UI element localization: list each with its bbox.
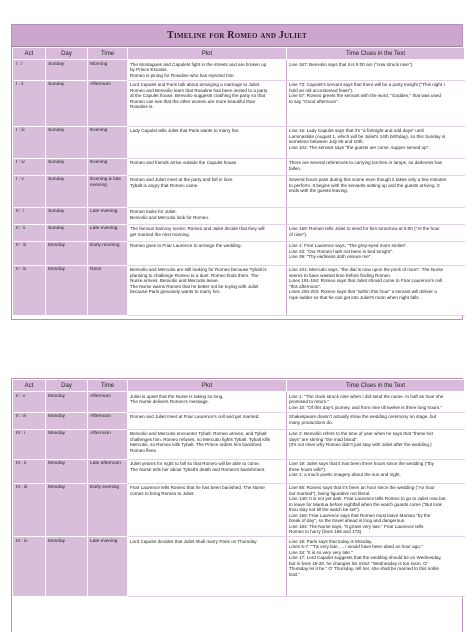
act-cell: II : vi <box>13 412 46 429</box>
col-header-act: Act <box>13 380 46 392</box>
plot-line: Romeo looks for Juliet. <box>130 209 177 214</box>
timeline-table-1 <box>12 47 465 316</box>
plot-line: The Montagues and Capulets fight in the streets and are broken up <box>130 61 267 67</box>
act-cell: III : i <box>13 429 46 459</box>
plot-line: planning to challenge Romeo to a duel. Romeo finds them. The <box>130 272 259 278</box>
time-cell: Afternoon <box>88 429 128 459</box>
clues-line: Line 57: Romeo greets the servant with the word, "Godden," that was used <box>289 93 441 98</box>
clues-line: rope ladder so that he can get into Juliet's room when night falls. <box>289 294 420 300</box>
plot-cell <box>128 158 287 175</box>
clues-line: Line 1: "The clock struck nine when I did send the nurse. In half an hour she <box>289 393 444 399</box>
plot-line: Romeo can see that the other women are more beautiful than <box>130 98 256 104</box>
col-header-day: Day <box>46 48 88 60</box>
clues-line: Line 19: Juliet says that it has been three hours since the wedding ("thy <box>289 461 434 466</box>
plot-line: Benvolio and Mercutio are still looking for Romeo because Tybalt is <box>130 267 267 272</box>
clues-cell <box>287 483 465 537</box>
clues-line: Several hours pass during this scene even though it takes only a few minutes <box>289 177 447 182</box>
timeline-page-1 <box>11 24 463 320</box>
clues-cell <box>287 175 465 207</box>
plot-line: at the Capulet house. Benvolio suggests crashing the party so that <box>130 93 266 98</box>
day-cell: Sunday <box>46 126 88 158</box>
plot-line: Nurse arrives. Benvolio and Mercutio leave. <box>130 278 219 283</box>
day-cell: Monday <box>46 483 88 537</box>
table-row <box>13 265 465 315</box>
time-cell: Afternoon <box>88 392 128 413</box>
clues-line: many productions do. <box>289 419 333 425</box>
time-cell: Evening & late evening <box>88 175 128 207</box>
col-header-time: Time <box>88 380 128 392</box>
plot-line: Romeo and Juliet meet at the party and fall in love. <box>130 177 234 182</box>
clues-cell <box>287 158 465 175</box>
plot-cell <box>128 537 287 597</box>
table-row <box>13 241 465 265</box>
col-header-clues: Time Clues in the Text <box>287 48 465 60</box>
plot-cell <box>128 265 287 315</box>
clues-line: Line 166: Friar Laurence says that Romeo must leave Mantua "by the <box>289 512 431 518</box>
plot-cell <box>128 126 287 158</box>
plot-line: Lord Capulet and Paris talk about arranging a marriage to Juliet. <box>130 82 261 87</box>
clues-line: to say "Good afternoon". <box>289 98 339 104</box>
act-cell: II : ii <box>13 224 46 241</box>
act-cell: I : ii <box>13 80 46 126</box>
time-cell: Late evening <box>88 207 128 224</box>
clues-line: to leave for Mantua before nightfall when the watch guards come ("But look <box>289 501 442 507</box>
clues-line: Lines 191-194: Romeo says that Juliet should come to Friar Laurence's cell <box>289 278 443 283</box>
act-cell: III : ii <box>13 459 46 483</box>
plot-line: Romeo flees. <box>130 447 158 453</box>
plot-line: Tybalt is angry that Romeo came. <box>130 182 199 188</box>
clues-line: Line 164: The Nurse says, "it grows very late." Friar Laurence tells <box>289 523 424 529</box>
plot-line: Rosaline is. <box>130 104 154 109</box>
plot-line: The Nurse warns Romeo that he better not be toying with Juliet <box>130 283 259 289</box>
table-body <box>13 60 465 316</box>
clues-line: Lines 5-7: "'Tis very late, ... I would have been abed an hour ago." <box>289 544 423 549</box>
plot-cell <box>128 241 287 265</box>
plot-line: The Nurse delivers Romeo's message. <box>130 399 210 404</box>
plot-line: The Nurse tells her about Tybalt's death and Romeo's banishment. <box>130 466 266 472</box>
clues-cell <box>287 537 465 597</box>
col-header-day: Day <box>46 380 88 392</box>
page-title: Timeline for Romeo and Juliet <box>167 30 307 41</box>
plot-cell <box>128 459 287 483</box>
plot-cell <box>128 483 287 537</box>
table-header-row <box>13 380 465 392</box>
act-cell: III : iii <box>13 483 46 537</box>
day-cell: Sunday <box>46 224 88 241</box>
table-row <box>13 207 465 224</box>
clues-line: Line 66: Romeo says that it's been an hour since the wedding ("An hour <box>289 485 435 490</box>
col-header-act: Act <box>13 48 46 60</box>
table-row <box>13 60 465 81</box>
clues-line: Line 1: Friar Laurence says, "The grey-eyed morn smiles". <box>289 243 408 248</box>
table-header-row <box>13 48 465 60</box>
table-row <box>13 412 465 429</box>
clues-line: thou stay not till the watch be set"). <box>289 507 361 512</box>
clues-line: Line 10: "Of this day's journey, and from nine till twelve is three long hours." <box>289 404 442 410</box>
plot-cell <box>128 412 287 429</box>
clues-line: fallen. <box>289 165 302 171</box>
clues-line: three hours wife"). <box>289 466 327 472</box>
clues-line: but married"), being figurative not literal. <box>289 490 371 496</box>
table-row <box>13 80 465 126</box>
clues-line: Earl." <box>289 571 301 577</box>
day-cell: Monday <box>46 412 88 429</box>
clues-line: Shakespeare doesn't actually show the wedding ceremony on stage, but <box>289 414 437 419</box>
clues-line: Line 34: "it is so very very late." <box>289 549 353 555</box>
act-cell: II : i <box>13 207 46 224</box>
clues-cell <box>287 60 465 81</box>
act-cell: II : v <box>13 392 46 413</box>
clues-line: break of day", so the travel ahead is long and dangerous. <box>289 518 406 523</box>
table-row <box>13 429 465 459</box>
clues-line: Line 15: Lady Capulet says that it's "a fortnight and odd days" until <box>289 128 424 133</box>
table-row <box>13 483 465 537</box>
time-cell: Late afternoon <box>88 459 128 483</box>
day-cell: Sunday <box>46 175 88 207</box>
day-cell: Monday <box>46 265 88 315</box>
plot-cell <box>128 429 287 459</box>
table-row <box>13 126 465 158</box>
clues-cell <box>287 241 465 265</box>
clues-line: Lines 200-203: Romeo says that "within this hour" a servant will deliver a <box>289 289 437 294</box>
time-cell: Early evening <box>88 483 128 537</box>
time-cell: Morning <box>88 60 128 81</box>
title-banner <box>12 25 462 47</box>
clues-cell <box>287 429 465 459</box>
plot-cell <box>128 80 287 126</box>
clues-line: Line 18: Paris says that today is Monday. <box>289 538 373 544</box>
clues-line: Romeo to hurry (lines 166 and 173). <box>289 529 363 534</box>
plot-line: Romeo and Benvolio learn that Rosaline has been invited to a party <box>130 87 268 93</box>
clues-line: Line 1: a much poetic imagery about the sun and night. <box>289 472 401 477</box>
clues-line: Thursday let it be." O' Thursday, tell her, she shall be married to this noble <box>289 566 439 571</box>
time-cell: Evening <box>88 158 128 175</box>
clues-line: Line 73: Capulet's servant says that there will be a party tonight ("This night I <box>289 82 445 87</box>
plot-line: get married the next morning. <box>130 231 191 237</box>
day-cell: Sunday <box>46 80 88 126</box>
time-cell: Late evening <box>88 537 128 597</box>
time-cell: Afternoon <box>88 80 128 126</box>
plot-line: Benvolio and Mercutio encounter Tybalt. Romeo arrives, and Tybalt <box>130 431 267 436</box>
col-header-time: Time <box>88 48 128 60</box>
timeline-page-2 <box>11 378 463 632</box>
timeline-table-2 <box>12 379 465 597</box>
table-row <box>13 537 465 597</box>
plot-line: because Paris genuinely wants to marry her. <box>130 289 221 294</box>
plot-line: Lord Capulet decides that Juliet shall marry Paris on Thursday. <box>130 538 258 544</box>
clues-line: Line 101: Mercutio says, "the dial is now upon the prick of noon". The Nurse <box>289 267 444 272</box>
plot-line: Benvolio and Mercutio look for Romeo. <box>130 214 210 220</box>
table-row <box>13 224 465 241</box>
act-cell: I : iv <box>13 158 46 175</box>
clues-line: Line 2: Benvolio refers to the time of year when he says that "these hot <box>289 431 433 436</box>
day-cell: Sunday <box>46 158 88 175</box>
table-row <box>13 459 465 483</box>
plot-cell <box>128 224 287 241</box>
clues-line: (It's not clear why Romeo didn't just stay with Juliet after the wedding.) <box>289 442 432 447</box>
col-header-plot: Plot <box>128 48 287 60</box>
clues-line: seems to have wasted time before finding Romeo. <box>289 272 392 278</box>
clues-cell <box>287 412 465 429</box>
clues-line: Line 39: "Thy earliness doth ensure me". <box>289 254 372 259</box>
plot-line: by Prince Escalus. <box>130 67 168 72</box>
time-cell: Noon <box>88 265 128 315</box>
act-cell: II : iv <box>13 265 46 315</box>
plot-line: Romeo is pining for Rosaline who has rejected him. <box>130 72 235 78</box>
plot-line: Mercutio, so Romeo kills Tybalt. The Prince orders him banished. <box>130 442 263 447</box>
clues-line: "this afternoon". <box>289 283 322 289</box>
col-header-clues: Time Clues in the Text <box>287 380 465 392</box>
act-cell: I : v <box>13 175 46 207</box>
plot-line: comes to bring Romeo to Juliet. <box>130 490 195 496</box>
clues-cell <box>287 265 465 315</box>
plot-line: Romeo goes to Friar Laurence to arrange the wedding. <box>130 243 242 248</box>
clues-line: Line 169: Romeo tells Juliet to send for him tomorrow at 9:00 ("At the hour <box>289 226 440 231</box>
clues-line: days" are stirring "the mad blood". <box>289 436 359 442</box>
clues-line: ends with the guests leaving. <box>289 188 348 193</box>
clues-cell <box>287 126 465 158</box>
clues-line: Lammastide (August 1, which will be Juliet's 14th birthday), so this Sunday is <box>289 133 446 139</box>
clues-line: sometime between July 08 and 10th. <box>289 139 364 144</box>
table-row <box>13 392 465 413</box>
day-cell: Sunday <box>46 60 88 81</box>
plot-cell <box>128 392 287 413</box>
col-header-plot: Plot <box>128 380 287 392</box>
table-row <box>13 175 465 207</box>
plot-line: Romeo and friends arrive outside the Capulet house. <box>130 160 238 165</box>
time-cell: Early morning <box>88 241 128 265</box>
plot-line: The famous balcony scene: Romeo and Juliet decide that they will <box>130 226 265 231</box>
clues-cell <box>287 224 465 241</box>
plot-cell <box>128 60 287 81</box>
day-cell: Monday <box>46 459 88 483</box>
day-cell: Monday <box>46 537 88 597</box>
act-cell: II : iii <box>13 241 46 265</box>
clues-line: but in lines 19-20, he changes his mind: "Wednesday is too soon. O' <box>289 560 428 566</box>
day-cell: Monday <box>46 241 88 265</box>
plot-line: Friar Laurence tells Romeo that he has been banished. The Nurse <box>130 485 265 490</box>
act-cell: III : iv <box>13 537 46 597</box>
clues-line: There are several references to carrying torches or lamps, so darkness has <box>289 160 442 165</box>
clues-line: to perform. It begins with the servants setting up and the guests arriving. It <box>289 182 440 188</box>
plot-cell <box>128 175 287 207</box>
clues-line: hold an old accustomed feast"). <box>289 87 354 93</box>
plot-line: Juliet is upset that the Nurse is taking so long. <box>130 393 224 399</box>
clues-line: Line 167: Benvolio says that it is 9:00 am ("now struck nine"). <box>289 61 414 67</box>
clues-line: Line 17: Lord Capulet suggests that the wedding should be on Wednesday, <box>289 555 442 560</box>
clues-line: Line 102: The servant says "the guests are come, supper served up". <box>289 144 430 150</box>
act-cell: I : i <box>13 60 46 81</box>
plot-cell <box>128 207 287 224</box>
day-cell: Sunday <box>46 207 88 224</box>
clues-line: Line 148: It is not yet dark. Friar Laurence tells Romeo to go to Juliet now but <box>289 496 446 501</box>
clues-line: of nine"). <box>289 231 308 237</box>
clues-cell <box>287 207 465 224</box>
time-cell: Late evening <box>88 224 128 241</box>
table-row <box>13 158 465 175</box>
clues-cell <box>287 80 465 126</box>
day-cell: Monday <box>46 429 88 459</box>
plot-line: Juliet yearns for night to fall so that Romeo will be able to come. <box>130 461 260 466</box>
table-body <box>13 392 465 597</box>
act-cell: I : iii <box>13 126 46 158</box>
day-cell: Monday <box>46 392 88 413</box>
clues-line: Line 33: "Our Romeo hath not been in bed tonight". <box>289 248 394 254</box>
time-cell: Evening <box>88 126 128 158</box>
time-cell: Afternoon <box>88 412 128 429</box>
plot-line: Romeo and Juliet meet at Friar Laurence's cell and get married. <box>130 414 260 419</box>
plot-line: Lady Capulet tells Juliet that Paris wants to marry her. <box>130 128 240 133</box>
clues-cell <box>287 459 465 483</box>
plot-line: challenges him. Romeo refuses, so Mercutio fights Tybalt. Tybalt kills <box>130 436 271 442</box>
clues-line: promised to return." <box>289 399 330 404</box>
clues-cell <box>287 392 465 413</box>
